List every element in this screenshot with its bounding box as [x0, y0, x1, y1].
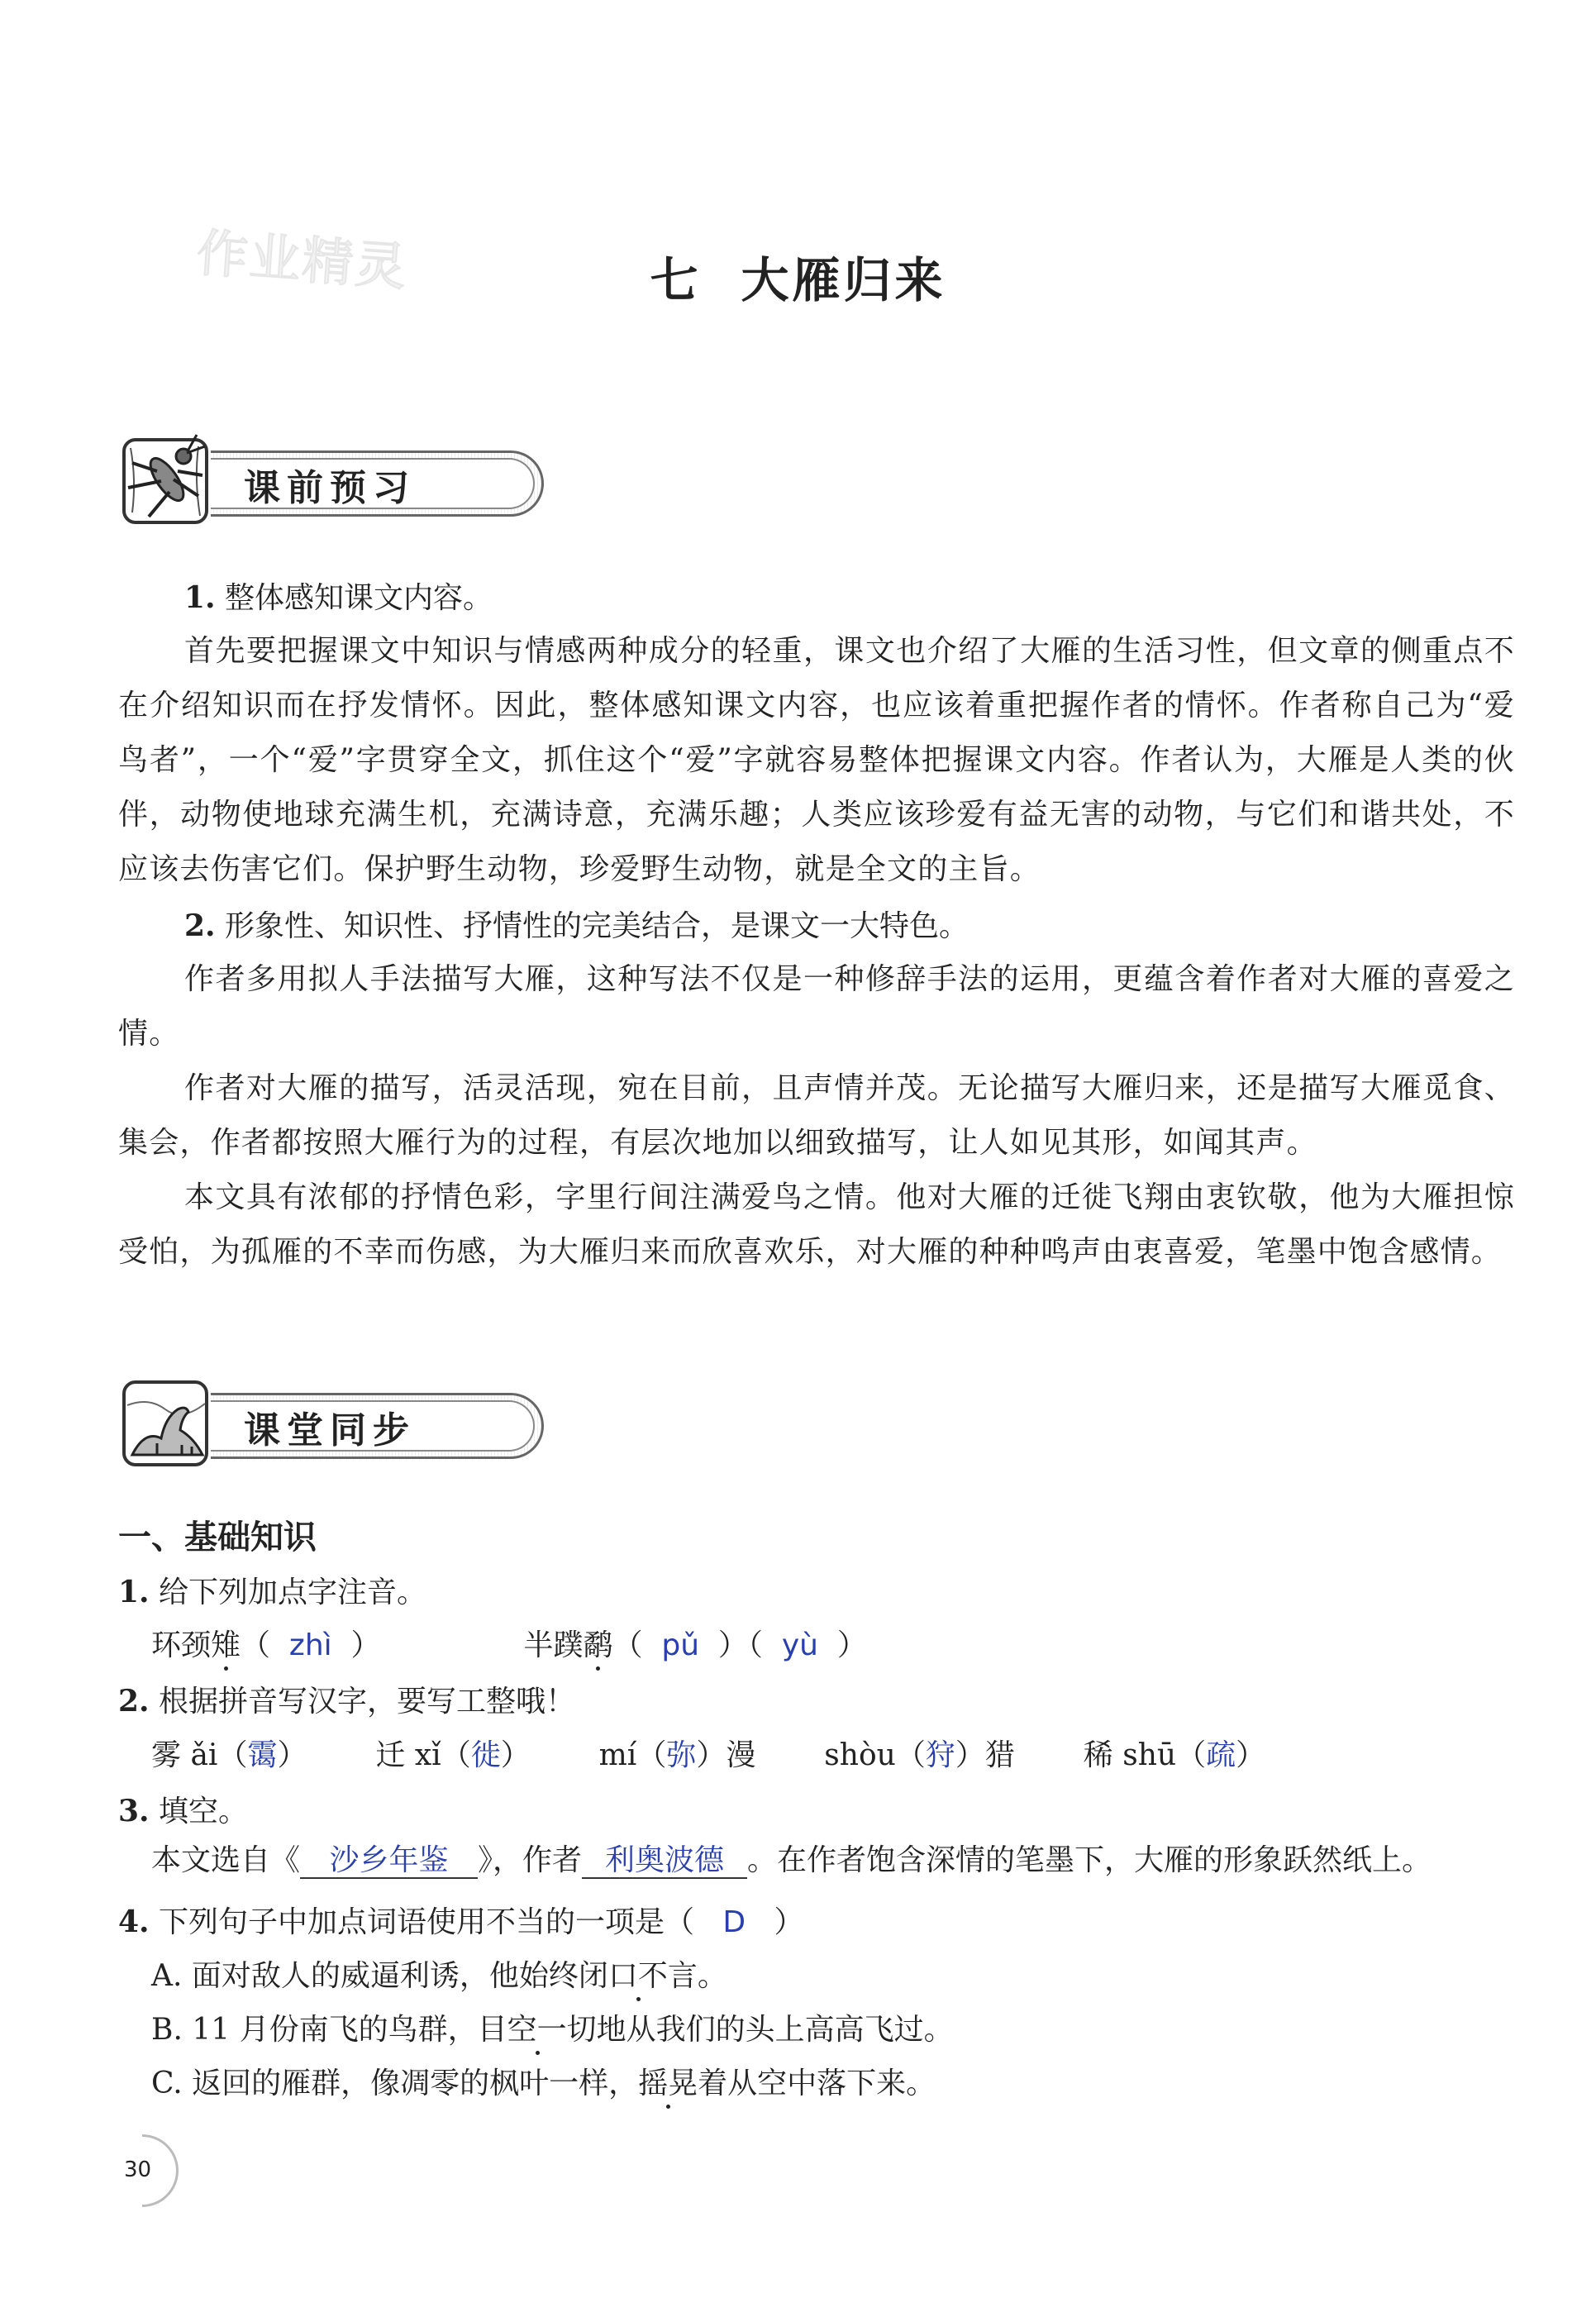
preview-paragraph-3: 作者对大雁的描写，活灵活现，宛在目前，且声情并茂。无论描写大雁归来，还是描写大雁觅食、集会，作者都按照大雁行为的过程，有层次地加以细致描写，让人如见其形，如闻其声。 [118, 1071, 1515, 1160]
pinyin-item: shòu（狩）猎 [824, 1738, 1015, 1772]
dotted-char: 雉 [211, 1628, 241, 1662]
pinyin-item: 稀 shū（疏） [1083, 1738, 1266, 1772]
answer-book: 沙乡年鉴 [329, 1843, 449, 1877]
dotted-word: 闭口不言 [578, 1959, 698, 1993]
answer-char: 徙 [470, 1738, 501, 1772]
item-heading: 形象性、知识性、抒情性的完美结合，是课文一大特色。 [225, 909, 970, 943]
dinosaur-icon [116, 1372, 219, 1476]
question-number: 1. [118, 1575, 150, 1609]
section-basic-knowledge: 一、基础知识 [118, 1518, 317, 1557]
watermark: 作业精灵 [194, 222, 410, 298]
pinyin-item: 雾 ǎi（霭） [151, 1738, 307, 1772]
preview-item-2 [184, 903, 969, 945]
question-4: 4. 下列句子中加点词语使用不当的一项是（ D ） [118, 1905, 804, 1939]
lesson-name: 大雁归来 [741, 252, 946, 308]
dotted-word: 目空一切 [477, 2013, 597, 2047]
pinyin-item: mí（弥）漫 [598, 1738, 756, 1772]
classroom-banner [116, 1372, 562, 1480]
preview-banner [116, 430, 562, 537]
preview-paragraph-1: 首先要把握课文中知识与情感两种成分的轻重，课文也介绍了大雁的生活习性，但文章的侧重点不在介绍知识而在抒发情怀。因此，整体感知课文内容，也应该着重把握作者的情怀。作者称自己为“爱鸟者”，一个“爱”字贯穿全文，抓住这个“爱”字就容易整体把握课文内容。作者认为，大雁是人类的伙伴，动物使地球充满生机，充满诗意，充满乐趣；人类应该珍爱有益无害的动物，与它们和谐共处，不应该去伤害它们。保护野生动物，珍爱野生动物，就是全文的主旨。 [118, 634, 1515, 886]
item-heading: 整体感知课文内容。 [225, 581, 493, 615]
question-number: 4. [118, 1905, 150, 1939]
question-1 [118, 1569, 426, 1611]
pinyin-item: 迁 xǐ（徙） [375, 1738, 531, 1772]
option-b: B. 11 月份南飞的鸟群，目空一切地从我们的头上高高飞过。 [151, 2013, 954, 2047]
preview-paragraph-2: 作者多用拟人手法描写大雁，这种写法不仅是一种修辞手法的运用，更蕴含着作者对大雁的喜爱之情。 [118, 962, 1515, 1051]
question-2 [118, 1678, 575, 1720]
answer-author: 利奥波德 [605, 1843, 725, 1877]
option-a: A. 面对敌人的威逼利诱，他始终闭口不言。 [151, 1959, 727, 1993]
question-text: 给下列加点字注音。 [159, 1576, 427, 1609]
dotted-word: 摇晃 [638, 2067, 698, 2100]
answer-pinyin: zhì [288, 1628, 332, 1662]
lesson-title [0, 241, 1596, 311]
answer-char: 弥 [666, 1738, 697, 1772]
question-text: 填空。 [159, 1795, 249, 1828]
preview-label: 课前预习 [244, 467, 416, 509]
insect-icon [116, 430, 219, 533]
question-2-items [151, 1732, 1265, 1774]
question-number: 3. [118, 1794, 150, 1828]
question-1-items: 环颈雉（ zhì ） 半蹼鹬（ pǔ ）（ yù ） [151, 1628, 867, 1662]
preview-paragraph-4: 本文具有浓郁的抒情色彩，字里行间注满爱鸟之情。他对大雁的迁徙飞翔由衷钦敬，他为大雁担惊受怕，为孤雁的不幸而伤感，为大雁归来而欣喜欢乐，对大雁的种种鸣声由衷喜爱，笔墨中饱含感情。 [118, 1180, 1515, 1269]
question-3-sentence: 本文选自《 沙乡年鉴 》，作者 利奥波德 。在作者饱含深情的笔墨下，大雁的形象跃然纸上。 [151, 1843, 1432, 1877]
dotted-char: 鹬 [583, 1628, 613, 1662]
question-text: 根据拼音写汉字，要写工整哦！ [159, 1685, 576, 1719]
question-text: 下列句子中加点词语使用不当的一项是（ [159, 1905, 695, 1939]
page-number: 30 [124, 2157, 152, 2182]
lesson-number: 七 [650, 252, 702, 308]
word-prefix: 环颈 [151, 1628, 212, 1662]
option-c: C. 返回的雁群，像凋零的枫叶一样，摇晃着从空中落下来。 [151, 2067, 936, 2100]
item-number: 2. [184, 908, 216, 943]
word-prefix: 半蹼 [523, 1628, 584, 1662]
answer-choice: D [722, 1905, 746, 1939]
question-3 [118, 1788, 248, 1830]
answer-char: 疏 [1206, 1738, 1236, 1772]
item-number: 1. [184, 580, 216, 615]
classroom-label: 课堂同步 [244, 1409, 416, 1452]
answer-pinyin: pǔ [661, 1628, 700, 1662]
question-number: 2. [118, 1684, 150, 1719]
preview-item-1 [184, 574, 493, 617]
answer-pinyin: yù [781, 1628, 818, 1662]
answer-char: 霭 [247, 1738, 278, 1772]
answer-char: 狩 [925, 1738, 955, 1772]
